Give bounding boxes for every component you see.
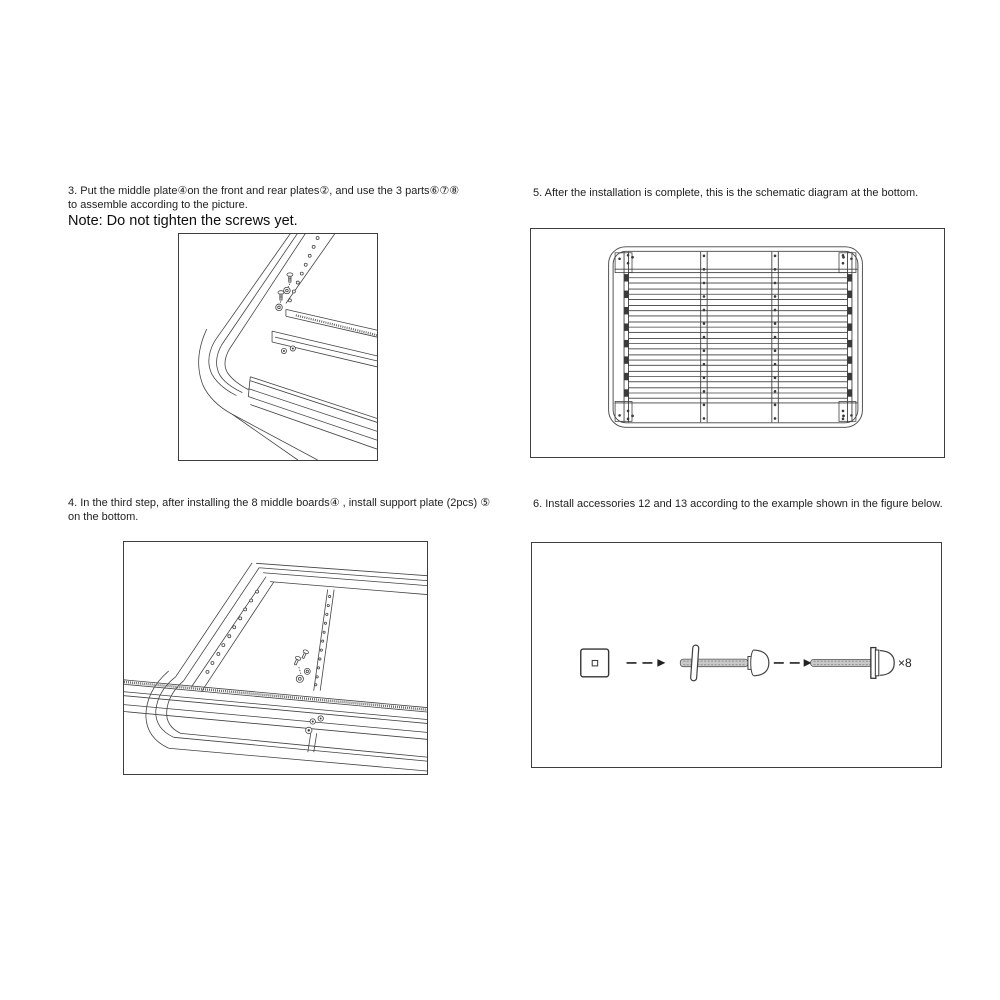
step4-line1: 4. In the third step, after installing the 8 middle boards④ , install support plate (2pcs) ⑤ (68, 497, 491, 509)
figure-support-plate-install (123, 541, 428, 775)
step3-line2: to assemble according to the picture. (68, 198, 248, 211)
screw-icon (276, 291, 284, 311)
figure-corner-assembly (178, 233, 378, 461)
step4-line2: on the bottom. (68, 510, 139, 523)
bolt-head-icon (281, 346, 295, 354)
screw-icon (284, 273, 293, 294)
step4-instructions (68, 497, 490, 524)
square-nut-plate (581, 649, 609, 677)
carriage-bolt-with-washer (680, 645, 769, 681)
step3-line1: 3. Put the middle plate④on the front and rear plates②, and use the 3 parts⑥⑦⑧ (68, 185, 460, 197)
step6-instructions (533, 498, 943, 512)
support-plate-drawing (124, 542, 427, 774)
figure-frame-schematic (530, 228, 945, 458)
figure-bolt-assembly (531, 542, 942, 768)
arrow-right-icon (774, 659, 812, 667)
arrow-right-icon (627, 659, 666, 667)
step3-instructions (68, 185, 459, 230)
quantity-label: ×8 (898, 656, 912, 670)
bolt-assembly-drawing (532, 543, 941, 767)
screw-icon (293, 656, 302, 666)
step5-line1: 5. After the installation is complete, this is the schematic diagram at the bottom. (533, 187, 919, 199)
corner-plate (615, 253, 632, 273)
corner-plate (615, 401, 632, 421)
assembled-bolt (811, 648, 895, 679)
screw-icon (300, 649, 309, 659)
step5-instructions (533, 187, 918, 201)
step3-note: Note: Do not tighten the screws yet. (68, 213, 298, 229)
step6-line1: 6. Install accessories 12 and 13 according to the example shown in the figure below. (533, 498, 943, 510)
corner-assembly-drawing (179, 234, 377, 460)
frame-schematic-drawing (531, 229, 944, 457)
